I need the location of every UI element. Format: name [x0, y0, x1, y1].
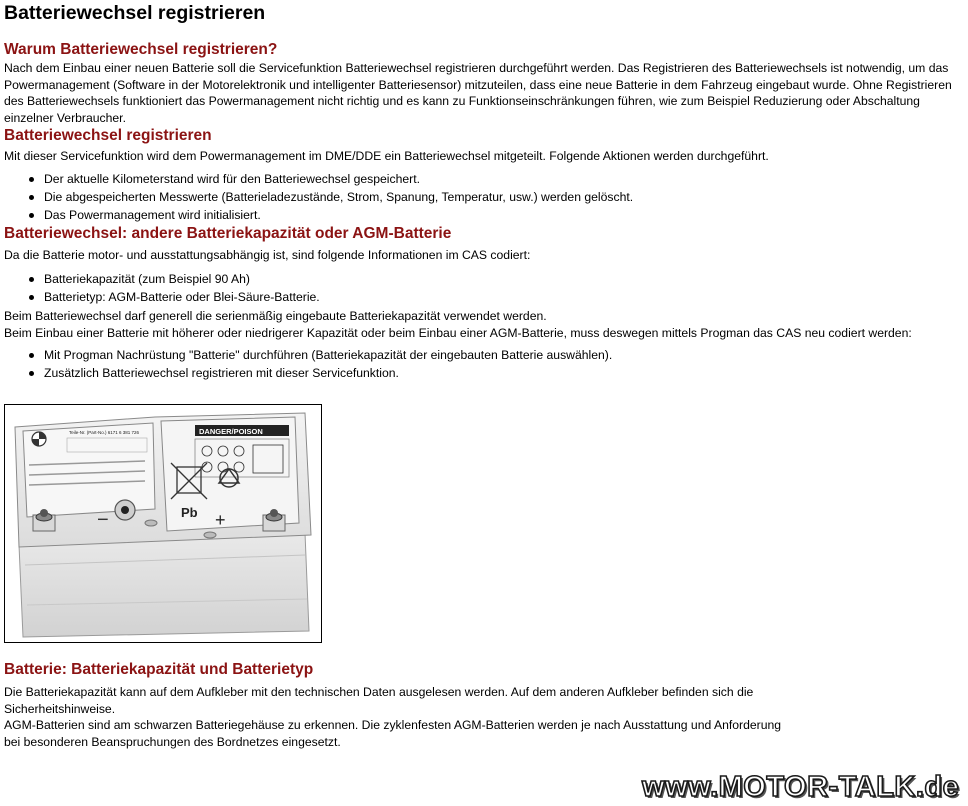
paragraph-capacity-2: Beim Batteriewechsel darf generell die serienmäßig eingebaute Batteriekapazität verwendet werden.: [4, 309, 547, 324]
paragraph-register: Mit dieser Servicefunktion wird dem Powermanagement im DME/DDE ein Batteriewechsel mitgeteilt. Folgende Aktionen werden durchgeführt.: [4, 149, 769, 163]
pb-label: Pb: [181, 505, 198, 521]
section-heading-type: Batterie: Batteriekapazität und Batterietyp: [4, 661, 314, 679]
list-register-actions: [4, 170, 964, 225]
plus-sign: +: [215, 510, 226, 531]
paragraph-capacity: Da die Batterie motor- und ausstattungsabhängig ist, sind folgende Informationen im CAS codiert:: [4, 248, 531, 263]
paragraph-why: Nach dem Einbau einer neuen Batterie soll die Servicefunktion Batteriewechsel registrieren durchgeführt werden. Das Registrieren des Batteriewechsels ist notwendig, um das Powermanagement (Software in der Motorelektronik und intelligenter Batteriesensor) mitzuteilen, dass eine neue Batterie in dem Fahrzeug eingebaut wurde. Ohne Registrieren des Batteriewechsels funktioniert das Powermanagement nicht richtig und es kann zu Funktionseinschränkungen führen, wie zum Beispiel Reduzierung oder Abschaltung einzelner Verbraucher.: [4, 61, 952, 125]
section-heading-register: Batteriewechsel registrieren: [4, 127, 212, 144]
paragraph-type-3: bei besonderen Beanspruchungen des Bordnetzes eingesetzt.: [4, 734, 341, 749]
part-number-label: Teile-Nr. (Part-No.) 6171 6 381 726: [69, 430, 140, 436]
list-item: Batteriekapazität (zum Beispiel 90 Ah): [44, 270, 964, 288]
list-item: Batterietyp: AGM-Batterie oder Blei-Säure-Batterie.: [44, 288, 964, 306]
paragraph-capacity-3: Beim Einbau einer Batterie mit höherer oder niedrigerer Kapazität oder beim Einbau einer AGM-Batterie, muss deswegen mittels Progman das CAS neu codiert werden:: [4, 325, 912, 340]
document: [4, 0, 964, 750]
list-item: Zusätzlich Batteriewechsel registrieren mit dieser Servicefunktion.: [44, 364, 964, 382]
battery-image: [4, 404, 322, 643]
list-progman-steps: [4, 346, 964, 382]
list-item: Mit Progman Nachrüstung "Batterie" durchführen (Batteriekapazität der eingebauten Batterie auswählen).: [44, 346, 964, 364]
section-heading-why: Warum Batteriewechsel registrieren?: [4, 41, 278, 58]
list-item: Die abgespeicherten Messwerte (Batterieladezustände, Strom, Spanung, Temperatur, usw.) werden gelöscht.: [44, 188, 964, 206]
danger-label: DANGER/POISON: [199, 427, 263, 437]
list-item: Das Powermanagement wird initialisiert.: [44, 206, 964, 224]
page-title: Batteriewechsel registrieren: [4, 2, 266, 24]
minus-sign: −: [97, 509, 109, 532]
battery-illustration: [5, 405, 321, 642]
paragraph-type-2: AGM-Batterien sind am schwarzen Batteriegehäuse zu erkennen. Die zyklenfesten AGM-Batterien werden je nach Ausstattung und Anforderung: [4, 718, 782, 733]
watermark: www.MOTOR-TALK.de: [642, 771, 960, 803]
paragraph-type: Die Batteriekapazität kann auf dem Aufkleber mit den technischen Daten ausgelesen werden. Auf dem anderen Aufkleber befinden sich die Sicherheitshinweise.: [4, 685, 754, 716]
section-heading-capacity: Batteriewechsel: andere Batteriekapazität oder AGM-Batterie: [4, 225, 452, 243]
list-item: Der aktuelle Kilometerstand wird für den Batteriewechsel gespeichert.: [44, 170, 964, 188]
list-cas-info: [4, 270, 964, 306]
